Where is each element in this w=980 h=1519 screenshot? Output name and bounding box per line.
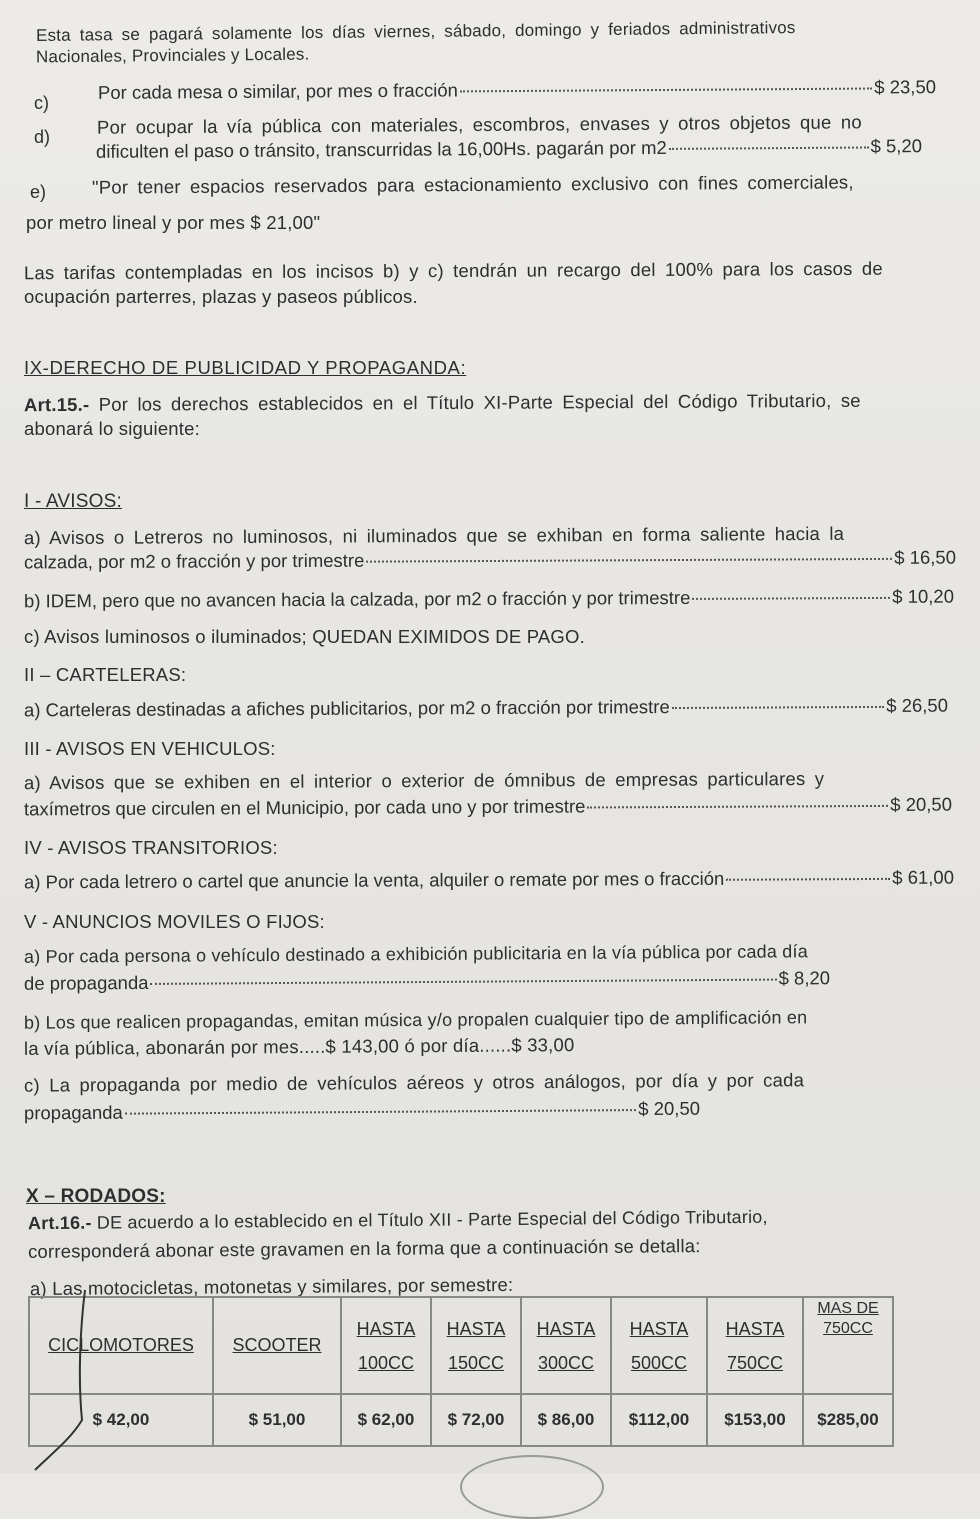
moviles-a-line-1: a) Por cada persona o vehículo destinado a exhibición publicitaria en la vía pública por cada día xyxy=(23,941,808,967)
leader-dots xyxy=(669,146,869,149)
leader-dots xyxy=(460,88,872,93)
transitorios-text: a) Por cada letrero o cartel que anuncie la venta, alquiler o remate por mes o fracción xyxy=(23,867,725,893)
subheading-carteleras: II – CARTELERAS: xyxy=(24,664,187,685)
art16-text: DE acuerdo a lo establecido en el Título XII - Parte Especial del Código Tributario, xyxy=(91,1206,768,1233)
table-header-cell xyxy=(431,1297,521,1394)
leader-dots xyxy=(366,558,892,563)
avisos-a-price: $ 16,50 xyxy=(894,546,957,568)
vehiculos-line-1: a) Avisos que se exhiben en el interior o exterior de ómnibus de empresas particulares y xyxy=(23,767,825,794)
moviles-a-row xyxy=(24,967,830,995)
transitorios-price: $ 61,00 xyxy=(892,866,955,888)
header-top: HASTA xyxy=(536,1318,596,1339)
header-bottom: 750CC xyxy=(726,1352,784,1373)
header-top: HASTA xyxy=(725,1318,785,1339)
moviles-c-line-1: c) La propaganda por medio de vehículos aéreos y otros análogos, por día y por cada xyxy=(23,1069,805,1096)
subheading-vehiculos: III - AVISOS EN VEHICULOS: xyxy=(24,738,276,759)
header-top: HASTA xyxy=(629,1318,689,1339)
header-top: HASTA xyxy=(446,1318,506,1339)
header-scooter: SCOOTER xyxy=(232,1335,322,1355)
table-header-cell xyxy=(707,1297,803,1394)
item-c-letter: c) xyxy=(34,93,49,113)
item-c-price: $ 23,50 xyxy=(874,76,937,98)
moviles-a-text: de propaganda xyxy=(23,971,149,994)
art15-line-1 xyxy=(24,390,861,416)
seal-stamp-icon xyxy=(460,1455,604,1519)
avisos-c-text: c) Avisos luminosos o iluminados; QUEDAN EXIMIDOS DE PAGO. xyxy=(24,626,585,647)
item-d-line-1: Por ocupar la vía pública con materiales, escombros, envases y otros objetos que no xyxy=(96,111,862,138)
carteleras-price: $ 26,50 xyxy=(886,694,949,716)
table-cell-750cc: $153,00 xyxy=(707,1394,803,1446)
table-cell-mas-750cc: $285,00 xyxy=(803,1394,893,1446)
leader-dots xyxy=(672,706,885,709)
vehiculos-price: $ 20,50 xyxy=(890,793,953,815)
table-header-cell xyxy=(213,1297,341,1394)
table-value-row xyxy=(29,1394,893,1446)
table-header-cell xyxy=(341,1297,431,1394)
leader-dots xyxy=(587,805,888,809)
moviles-c-text: propaganda xyxy=(23,1101,123,1124)
item-c-row xyxy=(98,76,936,104)
item-e-line-1: "Por tener espacios reservados para estacionamiento exclusivo con fines comerciales, xyxy=(91,171,854,198)
header-bottom: 150CC xyxy=(447,1352,505,1373)
avisos-a-line-1: a) Avisos o Letreros no luminosos, ni iluminados que se exhiban en forma saliente hacia la xyxy=(23,522,845,549)
tarifas-line-1: Las tarifas contempladas en los incisos b) y c) tendrán un recargo del 100% para los casos de xyxy=(23,257,883,284)
subheading-avisos: I - AVISOS: xyxy=(24,491,122,512)
header-ciclomotores: CICLOMOTORES xyxy=(48,1335,194,1355)
table-header-row xyxy=(29,1297,893,1394)
pen-mark-icon xyxy=(30,1290,150,1473)
header-bottom: 500CC xyxy=(630,1352,688,1373)
table-cell-100cc: $ 62,00 xyxy=(341,1394,431,1446)
transitorios-row xyxy=(24,867,954,894)
moviles-c-row xyxy=(24,1098,700,1125)
header-top: HASTA xyxy=(356,1318,416,1339)
item-d-text: dificulten el paso o tránsito, transcurridas la 16,00Hs. pagarán por m2 xyxy=(95,136,667,162)
table-header-cell xyxy=(803,1297,893,1394)
table-cell-scooter: $ 51,00 xyxy=(213,1394,341,1446)
rodados-table xyxy=(28,1296,894,1447)
table-header-cell xyxy=(611,1297,707,1394)
avisos-b-text: b) IDEM, pero que no avancen hacia la calzada, por m2 o fracción y por trimestre xyxy=(23,586,691,612)
rodados-a-text: a) Las motocicletas, motonetas y similares, por semestre: xyxy=(29,1273,514,1300)
subheading-moviles: V - ANUNCIOS MOVILES O FIJOS: xyxy=(24,911,325,932)
item-d-letter: d) xyxy=(34,127,51,147)
section-heading-publicidad: IX-DERECHO DE PUBLICIDAD Y PROPAGANDA: xyxy=(24,357,467,378)
leader-dots xyxy=(125,1109,637,1115)
header-top: MAS DE xyxy=(817,1300,879,1317)
table-cell-500cc: $112,00 xyxy=(611,1394,707,1446)
moviles-a-price: $ 8,20 xyxy=(778,967,831,989)
tarifas-line-2: ocupación parterres, plazas y paseos públicos. xyxy=(24,286,418,307)
item-d-price: $ 5,20 xyxy=(870,135,923,157)
moviles-c-price: $ 20,50 xyxy=(638,1097,701,1120)
avisos-b-price: $ 10,20 xyxy=(892,585,955,607)
art16-label: Art.16.- xyxy=(27,1212,92,1234)
item-c-text: Por cada mesa o similar, por mes o fracción xyxy=(97,79,458,103)
art16-line-1 xyxy=(28,1207,768,1234)
carteleras-row xyxy=(24,695,948,722)
leader-dots xyxy=(692,597,890,600)
art15-line-2: abonará lo siguiente: xyxy=(24,418,200,439)
intro-line-2: Nacionales, Provinciales y Locales. xyxy=(35,44,310,67)
art15-text: Por los derechos establecidos en el Título XI-Parte Especial del Código Tributario, se xyxy=(89,389,861,415)
table-cell-300cc: $ 86,00 xyxy=(521,1394,611,1446)
leader-dots xyxy=(726,878,890,881)
leader-dots xyxy=(150,979,776,985)
item-d-row xyxy=(96,135,922,163)
header-bottom: 750CC xyxy=(823,1320,873,1337)
header-bottom: 300CC xyxy=(537,1352,595,1373)
item-e-letter: e) xyxy=(30,182,47,202)
avisos-b-row xyxy=(24,586,954,613)
vehiculos-text: taxímetros que circulen en el Municipio, por cada uno y por trimestre xyxy=(23,795,586,820)
avisos-a-row xyxy=(24,547,956,574)
subheading-transitorios: IV - AVISOS TRANSITORIOS: xyxy=(24,837,278,858)
header-bottom: 100CC xyxy=(357,1352,415,1373)
table-cell-150cc: $ 72,00 xyxy=(431,1394,521,1446)
intro-line-1: Esta tasa se pagará solamente los días viernes, sábado, domingo y feriados administrativos xyxy=(35,18,796,45)
table-header-cell xyxy=(521,1297,611,1394)
table-cell-ciclomotores: $ 42,00 xyxy=(29,1394,213,1446)
avisos-a-text: calzada, por m2 o fracción y por trimestre xyxy=(23,549,365,573)
art16-line-2: corresponderá abonar este gravamen en la forma que a continuación se detalla: xyxy=(27,1235,701,1262)
moviles-b-line-2: la vía pública, abonarán por mes.....$ 143,00 ó por día......$ 33,00 xyxy=(23,1034,575,1059)
art15-label: Art.15.- xyxy=(23,393,90,416)
vehiculos-row xyxy=(24,794,952,821)
item-e-line-2: por metro lineal y por mes $ 21,00" xyxy=(26,212,321,233)
moviles-b-line-1: b) Los que realicen propagandas, emitan música y/o propalen cualquier tipo de amplificación en xyxy=(23,1007,808,1033)
carteleras-text: a) Carteleras destinadas a afiches publicitarios, por m2 o fracción por trimestre xyxy=(23,696,670,721)
section-heading-rodados: X – RODADOS: xyxy=(26,1186,166,1207)
